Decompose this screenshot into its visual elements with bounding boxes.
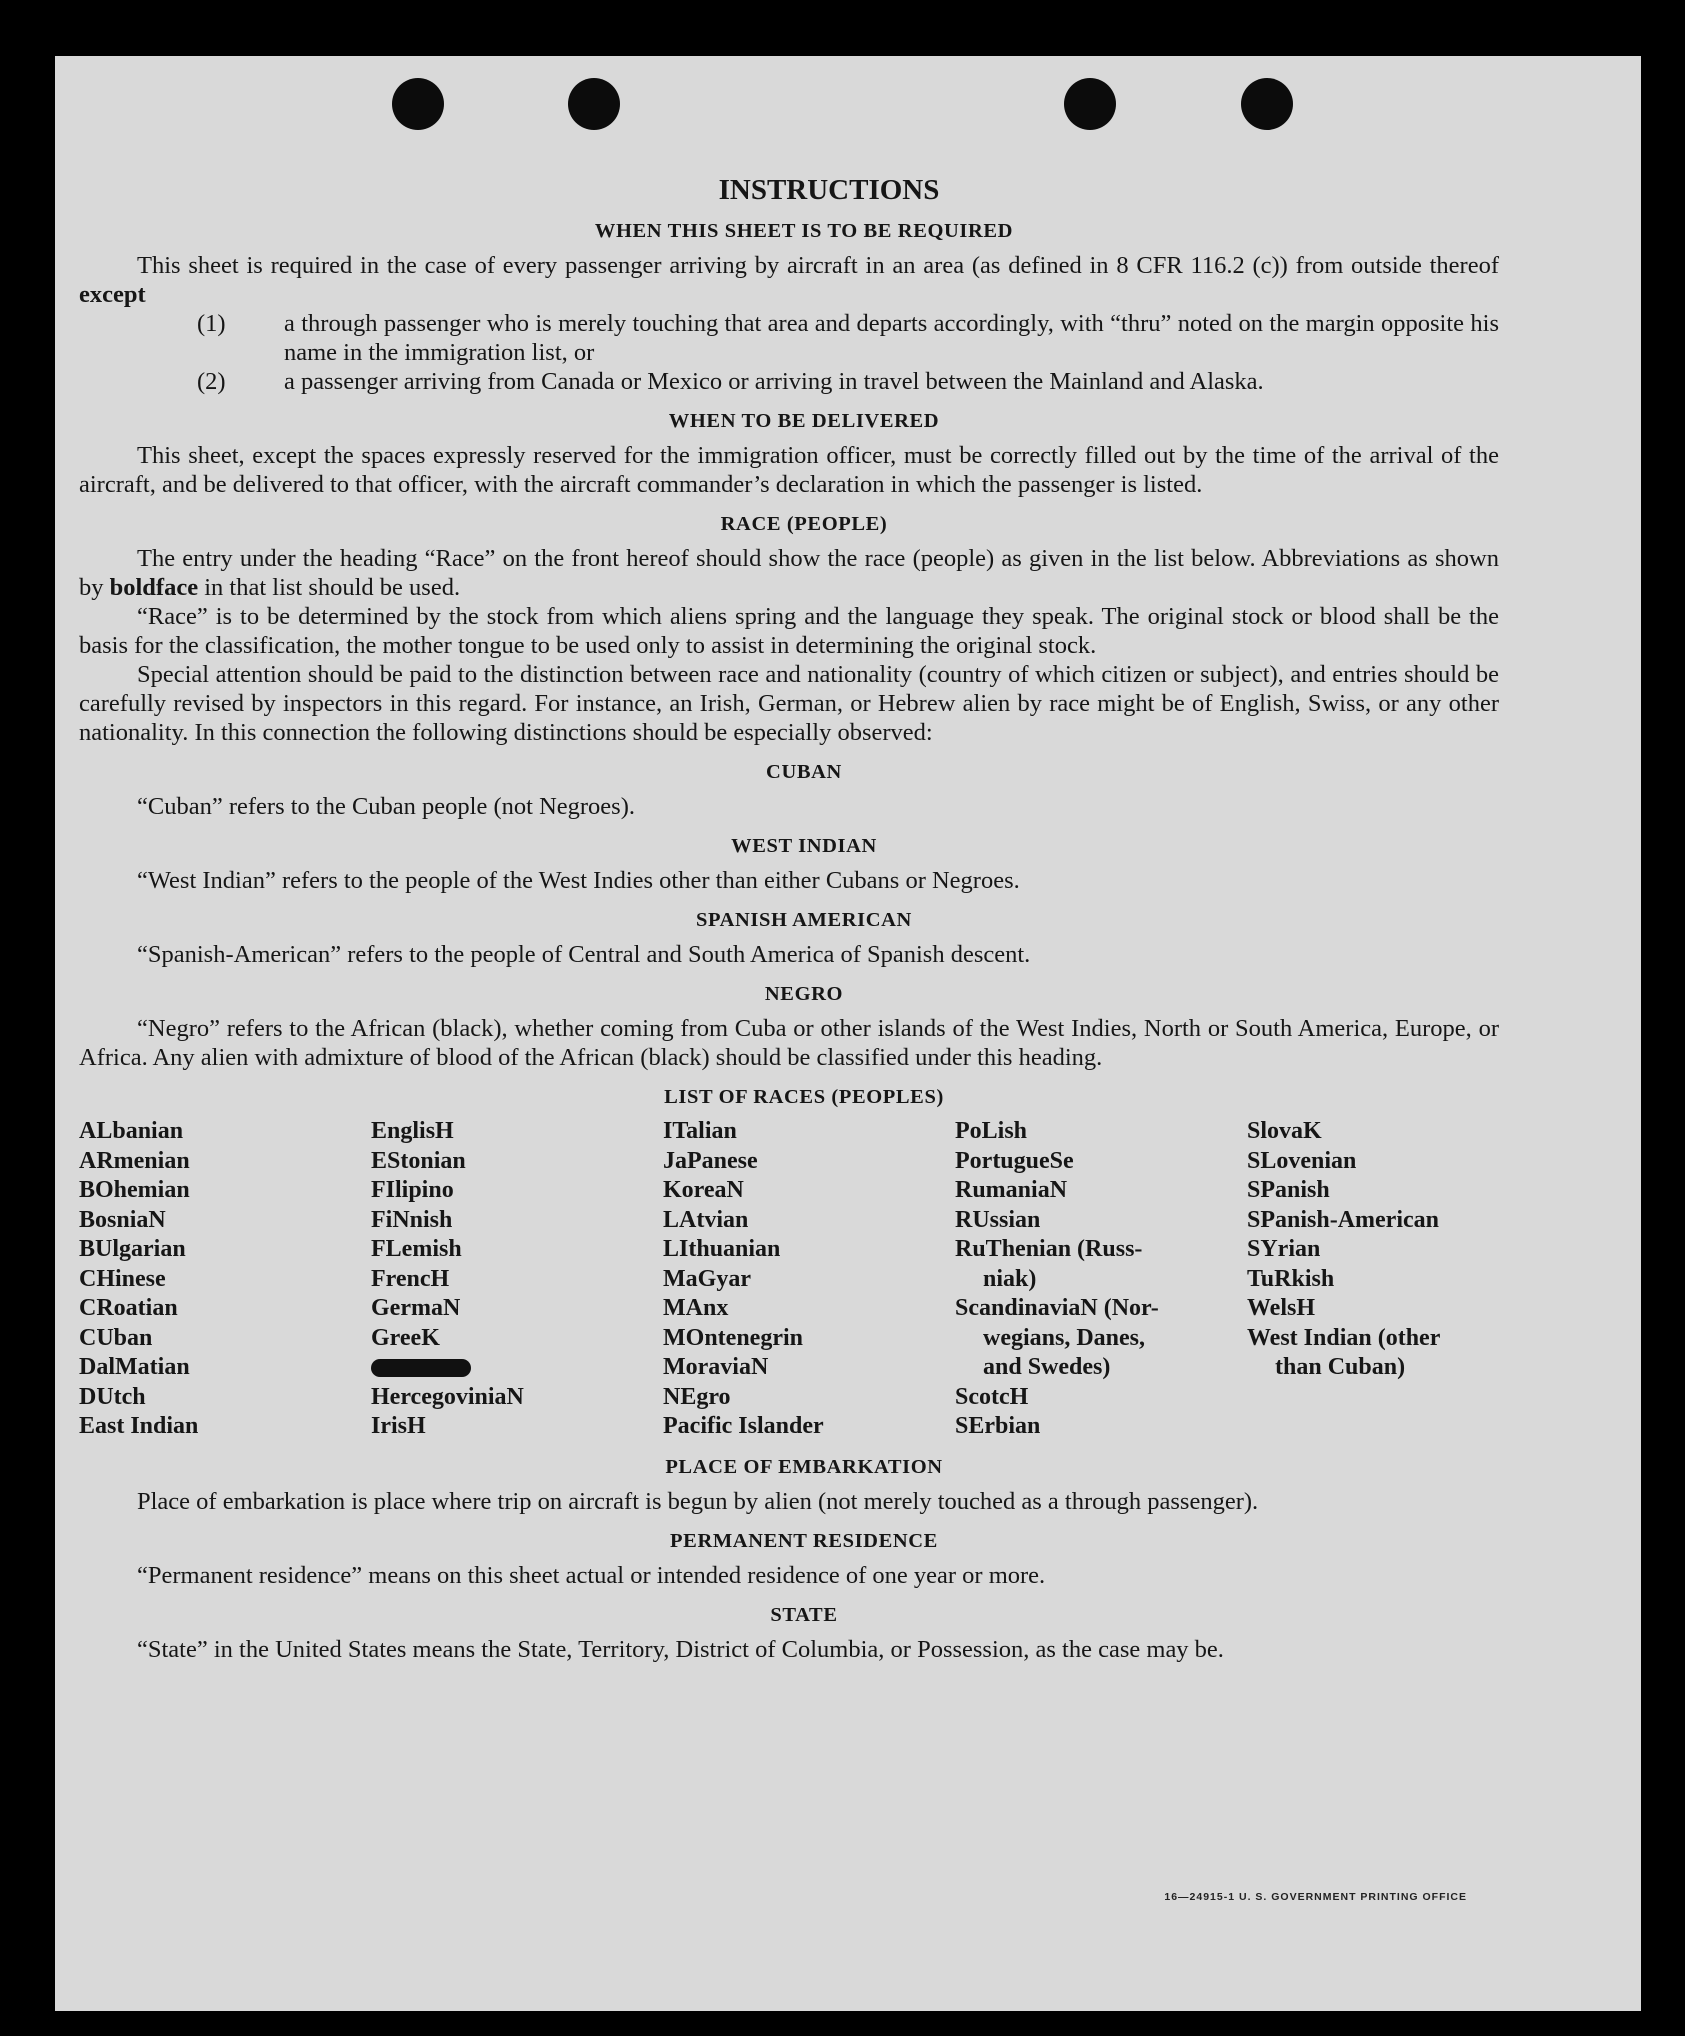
exception-list <box>79 309 1499 396</box>
heading-spanish-american: SPANISH AMERICAN <box>696 909 912 931</box>
state-text: “State” in the United States means the State, Territory, District of Columbia, or Possession, as the case may be. <box>137 1635 1224 1663</box>
when-delivered-text: This sheet, except the spaces expressly reserved for the immigration officer, must be correctly filled out by the time of the arrival of the aircraft, and be delivered to that officer, with the aircraft commander’s declaration in which the passenger is listed. <box>79 442 1499 498</box>
heading-when-required: WHEN THIS SHEET IS TO BE REQUIRED <box>594 220 1014 242</box>
instructions-body <box>79 174 1499 1664</box>
negro-text: “Negro” refers to the African (black), whether coming from Cuba or other islands of the West Indies, North or South America, Europe, or Africa. Any alien with admixture of blood of the African (black) should be classified under this heading. <box>79 1015 1499 1071</box>
embarkation-text: Place of embarkation is place where trip on aircraft is begun by alien (not merely touched as a through passenger). <box>137 1487 1259 1515</box>
exception-item: (2) a passenger arriving from Canada or Mexico or arriving in travel between the Mainland and Alaska. <box>197 368 1264 395</box>
document-page <box>55 56 1641 2011</box>
race-column: ITalian JaPanese KoreaN LAtvian LIthuanian MaGyar MAnx MOntenegrin MoraviaN NEgro Pacific Islander <box>663 1118 824 1439</box>
when-required-intro: This sheet is required in the case of every passenger arriving by aircraft in an area (as defined in 8 CFR 116.2 (c)) from outside thereof except <box>79 252 1499 308</box>
except-bold: except <box>79 281 146 308</box>
race-column: PoLish PortugueSe RumaniaN RUssian RuThenian (Russ- niak) ScandinaviaN (Nor- wegians, Danes, and Swedes) ScotcH SErbian <box>955 1118 1159 1439</box>
heading-state: STATE <box>770 1603 838 1626</box>
heading-cuban: CUBAN <box>766 761 842 783</box>
punch-hole <box>1241 78 1293 130</box>
heading-list-of-races: LIST OF RACES (PEOPLES) <box>664 1086 944 1108</box>
race-column: SlovaK SLovenian SPanish SPanish-American SYrian TuRkish WelsH West Indian (other than Cuban) <box>1247 1118 1441 1380</box>
heading-embarkation: PLACE OF EMBARKATION <box>665 1455 943 1478</box>
residence-text: “Permanent residence” means on this sheet actual or intended residence of one year or more. <box>137 1561 1046 1589</box>
spanish-american-text: “Spanish-American” refers to the people of Central and South America of Spanish descent. <box>137 941 1031 968</box>
punch-hole <box>1064 78 1116 130</box>
race-list <box>79 1117 1499 1442</box>
race-column: EnglisH EStonian FIlipino FiNnish FLemish FrencH GermaN GreeK HercegoviniaN IrisH <box>371 1117 663 1442</box>
west-indian-text: “West Indian” refers to the people of the West Indies other than either Cubans or Negroes. <box>137 867 1020 894</box>
heading-permanent-residence: PERMANENT RESIDENCE <box>670 1529 938 1552</box>
page-title: INSTRUCTIONS <box>718 174 940 206</box>
race-paragraph-3: Special attention should be paid to the distinction between race and nationality (country of which citizen or subject), and entries should be carefully revised by inspectors in this regard. For instance, an Irish, German, or Hebrew alien by race might be of English, Swiss, or any other nationality. In this connection the following distinctions should be especially observed: <box>79 661 1499 746</box>
heading-race: RACE (PEOPLE) <box>720 513 888 535</box>
race-paragraph-1: The entry under the heading “Race” on the front hereof should show the race (people) as given in the list below. Abbreviations as shown by boldface in that list should be used. <box>79 545 1499 601</box>
cuban-text: “Cuban” refers to the Cuban people (not Negroes). <box>137 793 635 820</box>
exception-item: (1) a through passenger who is merely touching that area and departs accordingly, with “thru” noted on the margin opposite his name in the immigration list, or <box>197 310 1499 366</box>
punch-hole <box>392 78 444 130</box>
punch-hole <box>568 78 620 130</box>
heading-when-delivered: WHEN TO BE DELIVERED <box>668 410 940 432</box>
race-paragraph-2: “Race” is to be determined by the stock from which aliens spring and the language they speak. The original stock or blood shall be the basis for the classification, the mother tongue to be used only to assist in determining the original stock. <box>79 603 1499 659</box>
heading-west-indian: WEST INDIAN <box>731 835 877 857</box>
redaction-mark <box>371 1353 663 1383</box>
heading-negro: NEGRO <box>764 983 844 1005</box>
printer-footer: 16—24915‑1 U. S. GOVERNMENT PRINTING OFFICE <box>1164 1891 1467 1903</box>
race-column: ALbanian ARmenian BOhemian BosniaN BUlgarian CHinese CRoatian CUban DalMatian DUtch East Indian <box>79 1118 199 1439</box>
